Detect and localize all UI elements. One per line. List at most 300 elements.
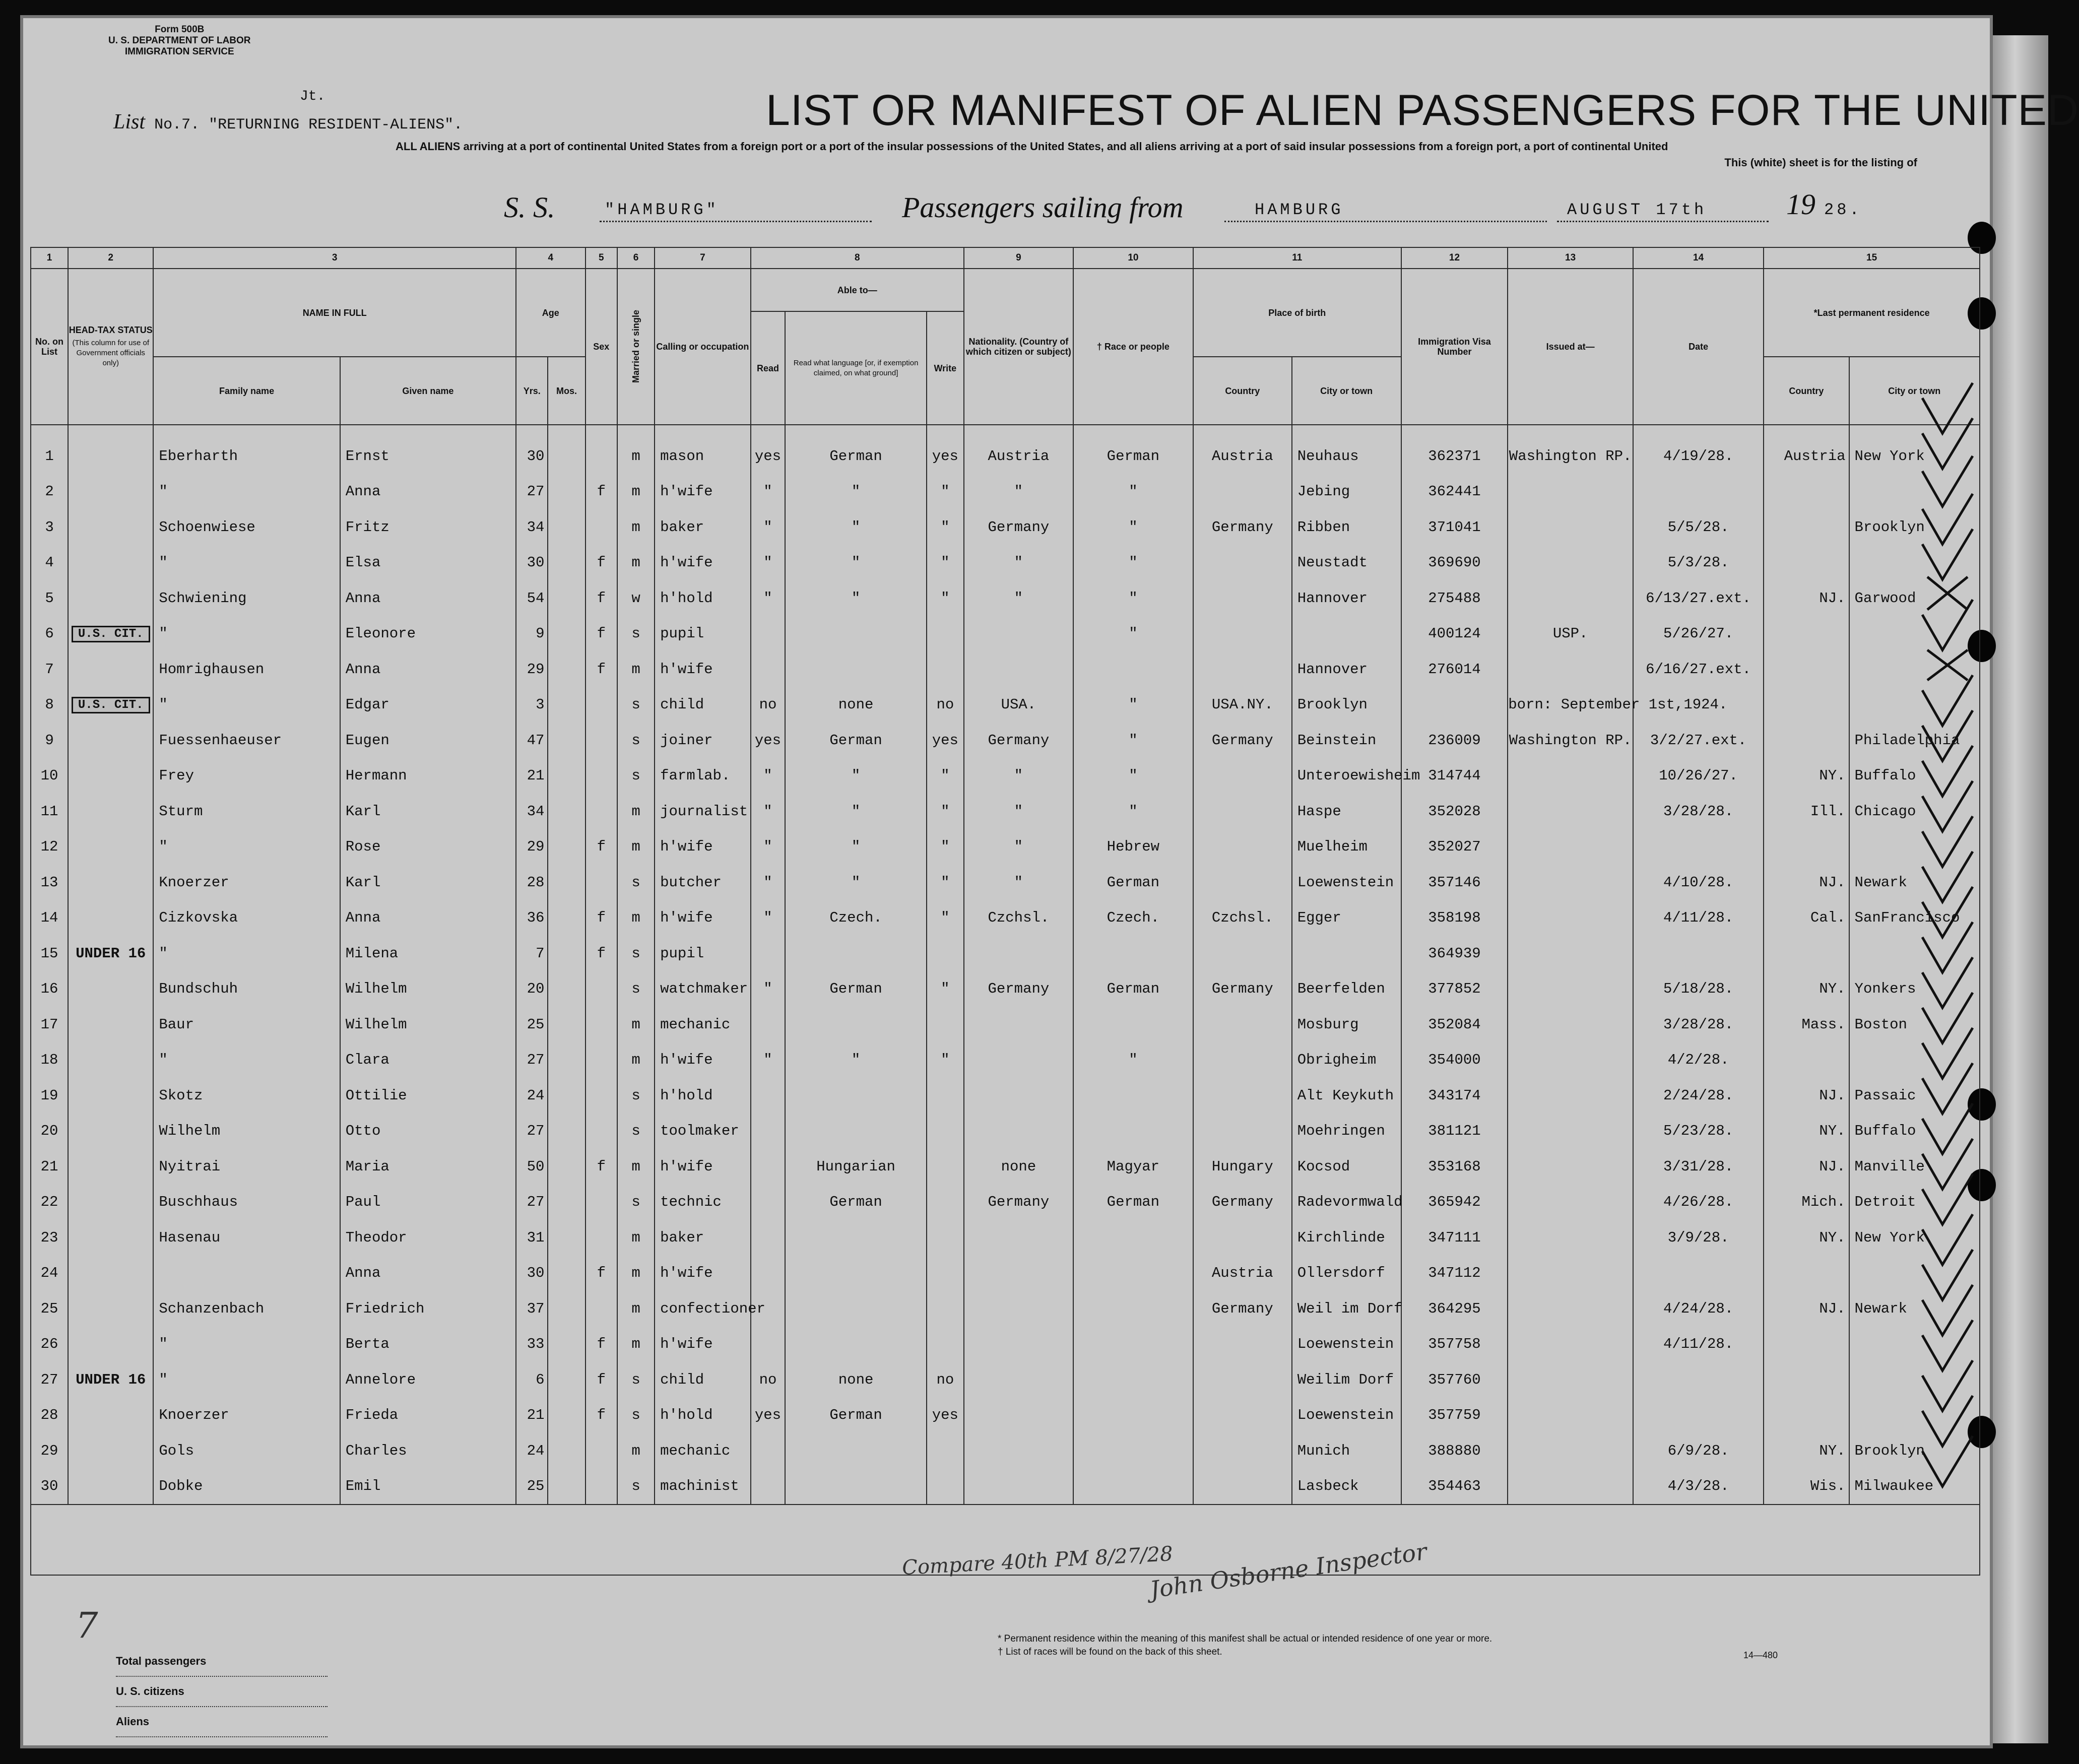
cell-sex (586, 1220, 617, 1256)
cell-bcity: Brooklyn (1292, 687, 1401, 723)
cell-tax (68, 865, 153, 900)
cell-write: no (927, 687, 964, 723)
cell-nat: " (964, 545, 1073, 581)
cell-visa: 357758 (1401, 1327, 1508, 1362)
cell-ms: m (617, 1327, 655, 1362)
ship-name-rule (600, 201, 872, 222)
table-row (31, 1185, 1980, 1220)
cell-bcountry: Germany (1193, 1291, 1292, 1327)
cell-write: " (927, 474, 964, 510)
table-row (31, 1469, 1980, 1505)
cell-occ: technic (655, 1185, 750, 1220)
ship-prefix: S. S. (504, 191, 555, 224)
cell-yrs: 37 (516, 1291, 548, 1327)
cell-bcity: Haspe (1292, 794, 1401, 829)
cell-ms: s (617, 936, 655, 971)
cell-family: Dobke (153, 1469, 340, 1505)
header-mos: Mos. (548, 357, 585, 425)
cell-date: 10/26/27. (1633, 758, 1764, 794)
cell-lang: " (785, 865, 926, 900)
header-read: Read (751, 311, 786, 425)
header-given-name: Given name (340, 357, 516, 425)
cell-visa: 357146 (1401, 865, 1508, 900)
cell-no: 15 (31, 936, 68, 971)
cell-read (751, 651, 786, 687)
cell-mos (548, 1327, 585, 1362)
cell-sex: f (586, 545, 617, 581)
cell-bcountry: Germany (1193, 971, 1292, 1007)
cell-visa: 354000 (1401, 1042, 1508, 1078)
cell-read: " (751, 900, 786, 936)
cell-no: 3 (31, 509, 68, 545)
cell-rcountry (1764, 474, 1849, 510)
cell-date: 3/9/28. (1633, 1220, 1764, 1256)
cell-race: " (1073, 687, 1193, 723)
cell-bcity: Radevormwald (1292, 1185, 1401, 1220)
cell-yrs: 25 (516, 1469, 548, 1505)
column-number-row (31, 247, 1980, 269)
cell-rcountry: Austria (1764, 425, 1849, 474)
cell-nat: " (964, 758, 1073, 794)
cell-issued (1508, 1291, 1633, 1327)
cell-write: " (927, 1042, 964, 1078)
sailing-port: HAMBURG (1255, 201, 1344, 219)
cell-ms: m (617, 509, 655, 545)
cell-rcountry: Cal. (1764, 900, 1849, 936)
cell-read: yes (751, 1398, 786, 1433)
cell-given: Wilhelm (340, 971, 516, 1007)
cell-sex: f (586, 616, 617, 652)
cell-mos (548, 616, 585, 652)
cell-sex (586, 1291, 617, 1327)
cell-bcountry (1193, 1007, 1292, 1042)
cell-no: 5 (31, 580, 68, 616)
cell-no: 7 (31, 651, 68, 687)
cell-bcountry (1193, 829, 1292, 865)
table-row (31, 794, 1980, 829)
cell-family: Gols (153, 1433, 340, 1469)
cell-ms: s (617, 687, 655, 723)
cell-lang (785, 1327, 926, 1362)
cell-ms: s (617, 1078, 655, 1114)
cell-sex (586, 1469, 617, 1505)
cell-bcity: Jebing (1292, 474, 1401, 510)
us-citizens-label: U. S. citizens (116, 1677, 328, 1707)
list-jt: Jt. (300, 89, 326, 104)
cell-ms: m (617, 1433, 655, 1469)
cell-mos (548, 1114, 585, 1149)
cell-issued (1508, 900, 1633, 936)
cell-yrs: 27 (516, 1185, 548, 1220)
cell-write: " (927, 794, 964, 829)
cell-nat (964, 1469, 1073, 1505)
header-write: Write (927, 311, 964, 425)
header-issued-at: Issued at— (1508, 269, 1633, 425)
cell-race: " (1073, 723, 1193, 758)
cell-family: Knoerzer (153, 1398, 340, 1433)
cell-issued (1508, 971, 1633, 1007)
cell-ms: w (617, 580, 655, 616)
cell-mos (548, 1185, 585, 1220)
cell-family: Baur (153, 1007, 340, 1042)
cell-issued (1508, 580, 1633, 616)
cell-sex (586, 687, 617, 723)
cell-issued (1508, 1185, 1633, 1220)
cell-sex: f (586, 1327, 617, 1362)
header-head-tax-title: HEAD-TAX STATUS (69, 325, 153, 335)
cell-rcity: Newark (1849, 1291, 1980, 1327)
cell-nat (964, 1078, 1073, 1114)
cell-write (927, 1256, 964, 1291)
table-row (31, 1291, 1980, 1327)
cell-no: 11 (31, 794, 68, 829)
cell-read: " (751, 580, 786, 616)
table-row (31, 1042, 1980, 1078)
header-place-of-birth: Place of birth (1193, 269, 1401, 357)
cell-mos (548, 545, 585, 581)
cell-occ: h'wife (655, 1042, 750, 1078)
cell-bcity: Loewenstein (1292, 1327, 1401, 1362)
cell-rcountry: NY. (1764, 758, 1849, 794)
cell-rcountry: NY. (1764, 1433, 1849, 1469)
head-tax-stamp: U.S. CIT. (72, 697, 150, 713)
cell-nat: Czchsl. (964, 900, 1073, 936)
cell-bcity (1292, 936, 1401, 971)
cell-issued: Washington RP. (1508, 723, 1633, 758)
cell-lang: Czech. (785, 900, 926, 936)
cell-ms: s (617, 616, 655, 652)
cell-given: Anna (340, 580, 516, 616)
cell-rcountry (1764, 651, 1849, 687)
cell-issued (1508, 1398, 1633, 1433)
form-identifier (108, 24, 251, 57)
column-number: 13 (1508, 247, 1633, 269)
cell-write: no (927, 1362, 964, 1398)
cell-lang: " (785, 545, 926, 581)
cell-write (927, 1185, 964, 1220)
cell-lang: German (785, 425, 926, 474)
cell-issued (1508, 545, 1633, 581)
cell-yrs: 47 (516, 723, 548, 758)
cell-read (751, 1078, 786, 1114)
cell-mos (548, 474, 585, 510)
cell-race: Czech. (1073, 900, 1193, 936)
cell-family: Homrighausen (153, 651, 340, 687)
cell-bcity: Loewenstein (1292, 1398, 1401, 1433)
cell-sex: f (586, 1256, 617, 1291)
cell-visa: 354463 (1401, 1469, 1508, 1505)
cell-yrs: 7 (516, 936, 548, 971)
cell-family: Eberharth (153, 425, 340, 474)
cell-race (1073, 1256, 1193, 1291)
cell-rcountry: NJ. (1764, 1149, 1849, 1185)
cell-bcountry (1193, 758, 1292, 794)
cell-date: 4/24/28. (1633, 1291, 1764, 1327)
header-sex: Sex (586, 269, 617, 425)
cell-tax (68, 900, 153, 936)
cell-mos (548, 758, 585, 794)
cell-rcountry: NJ. (1764, 580, 1849, 616)
cell-race (1073, 1007, 1193, 1042)
cell-visa: 365942 (1401, 1185, 1508, 1220)
cell-tax (68, 1042, 153, 1078)
cell-given: Eleonore (340, 616, 516, 652)
cell-read (751, 1149, 786, 1185)
cell-rcountry (1764, 687, 1849, 723)
cell-issued: Washington RP. (1508, 425, 1633, 474)
cell-no: 12 (31, 829, 68, 865)
cell-sex: f (586, 651, 617, 687)
cell-bcountry (1193, 1362, 1292, 1398)
sailing-port-rule (1224, 201, 1547, 222)
cell-mos (548, 1469, 585, 1505)
cell-tax (68, 1114, 153, 1149)
cell-tax (68, 651, 153, 687)
cell-date: 4/19/28. (1633, 425, 1764, 474)
cell-yrs: 24 (516, 1078, 548, 1114)
cell-occ: h'hold (655, 1078, 750, 1114)
cell-rcountry (1764, 1327, 1849, 1362)
cell-bcity: Kirchlinde (1292, 1220, 1401, 1256)
cell-bcountry (1193, 1398, 1292, 1433)
cell-visa: 364939 (1401, 936, 1508, 971)
header-married (617, 269, 655, 425)
cell-yrs: 34 (516, 794, 548, 829)
cell-lang (785, 1007, 926, 1042)
sailing-date: AUGUST 17th (1567, 201, 1707, 219)
cell-issued (1508, 1114, 1633, 1149)
cell-yrs: 24 (516, 1433, 548, 1469)
cell-date (1633, 474, 1764, 510)
cell-race: " (1073, 545, 1193, 581)
table-row (31, 900, 1980, 936)
cell-bcountry (1193, 580, 1292, 616)
cell-tax (68, 1185, 153, 1220)
cell-rcountry (1764, 1256, 1849, 1291)
cell-race (1073, 1220, 1193, 1256)
cell-lang: German (785, 1185, 926, 1220)
header-nationality: Nationality. (Country of which citizen or subject) (964, 269, 1073, 425)
cell-family: Sturm (153, 794, 340, 829)
intro-line-2: This (white) sheet is for the listing of (1724, 156, 1917, 169)
cell-given: Anna (340, 900, 516, 936)
head-tax-stamp: U.S. CIT. (72, 626, 150, 642)
column-number: 14 (1633, 247, 1764, 269)
cell-race (1073, 1327, 1193, 1362)
cell-write: " (927, 829, 964, 865)
cell-race (1073, 1362, 1193, 1398)
cell-ms: m (617, 1291, 655, 1327)
cell-date: 4/11/28. (1633, 900, 1764, 936)
cell-no: 13 (31, 865, 68, 900)
cell-visa: 377852 (1401, 971, 1508, 1007)
cell-date (1633, 1362, 1764, 1398)
cell-race: " (1073, 1042, 1193, 1078)
cell-ms: m (617, 1149, 655, 1185)
cell-lang (785, 1256, 926, 1291)
cell-mos (548, 1398, 585, 1433)
cell-yrs: 21 (516, 1398, 548, 1433)
cell-issued: born: September 1st,1924. (1508, 687, 1633, 723)
total-passengers-label: Total passengers (116, 1647, 328, 1677)
cell-rcity: Buffalo (1849, 758, 1980, 794)
cell-race: German (1073, 971, 1193, 1007)
cell-ms: s (617, 971, 655, 1007)
table-row (31, 1433, 1980, 1469)
cell-yrs: 27 (516, 1114, 548, 1149)
cell-nat (964, 651, 1073, 687)
cell-yrs: 54 (516, 580, 548, 616)
cell-mos (548, 829, 585, 865)
cell-nat (964, 1042, 1073, 1078)
cell-read: " (751, 758, 786, 794)
header-last-residence: *Last permanent residence (1764, 269, 1980, 357)
totals-block (116, 1647, 328, 1737)
cell-visa: 276014 (1401, 651, 1508, 687)
column-number: 9 (964, 247, 1073, 269)
list-value: No.7. "RETURNING RESIDENT-ALIENS". (154, 116, 463, 134)
cell-issued (1508, 651, 1633, 687)
cell-issued (1508, 758, 1633, 794)
cell-mos (548, 1362, 585, 1398)
cell-rcountry (1764, 723, 1849, 758)
cell-lang (785, 1469, 926, 1505)
cell-no: 16 (31, 971, 68, 1007)
intro-line-1: ALL ALIENS arriving at a port of continental United States from a foreign port or a port of the insular possessions of the United States, and all aliens arriving at a port of said insular possessions from a foreign port, a port of continental United (396, 140, 1668, 153)
header-married-text: Married or single (631, 310, 641, 383)
cell-sex (586, 1007, 617, 1042)
cell-no: 9 (31, 723, 68, 758)
cell-yrs: 29 (516, 829, 548, 865)
header-row-1 (31, 269, 1980, 311)
cell-family: " (153, 829, 340, 865)
cell-rcountry: NJ. (1764, 865, 1849, 900)
cell-occ: butcher (655, 865, 750, 900)
cell-bcountry (1193, 1078, 1292, 1114)
cell-no: 2 (31, 474, 68, 510)
cell-tax (68, 1149, 153, 1185)
cell-ms: s (617, 1185, 655, 1220)
cell-given: Berta (340, 1327, 516, 1362)
cell-write (927, 1327, 964, 1362)
cell-race: " (1073, 616, 1193, 652)
cell-bcity: Neustadt (1292, 545, 1401, 581)
cell-rcountry (1764, 936, 1849, 971)
cell-tax (68, 687, 153, 723)
cell-family: " (153, 474, 340, 510)
cell-bcity: Unteroewisheim (1292, 758, 1401, 794)
cell-nat (964, 1291, 1073, 1327)
cell-rcity: Milwaukee (1849, 1469, 1980, 1505)
cell-family (153, 1256, 340, 1291)
cell-rcountry: NY. (1764, 1220, 1849, 1256)
cell-nat (964, 1362, 1073, 1398)
cell-tax (68, 794, 153, 829)
cell-given: Hermann (340, 758, 516, 794)
cell-yrs: 34 (516, 509, 548, 545)
cell-rcountry: NJ. (1764, 1291, 1849, 1327)
cell-tax (68, 425, 153, 474)
year-prefix: 19 (1786, 188, 1815, 221)
cell-nat: Austria (964, 425, 1073, 474)
cell-read: no (751, 1362, 786, 1398)
cell-bcountry (1193, 1433, 1292, 1469)
cell-mos (548, 900, 585, 936)
cell-ms: m (617, 900, 655, 936)
cell-ms: s (617, 758, 655, 794)
cell-bcountry (1193, 1327, 1292, 1362)
form-number: Form 500B (155, 24, 205, 35)
cell-rcity: Chicago (1849, 794, 1980, 829)
cell-write (927, 1291, 964, 1327)
cell-lang: " (785, 474, 926, 510)
column-number: 11 (1193, 247, 1401, 269)
cell-bcity: Alt Keykuth (1292, 1078, 1401, 1114)
cell-occ: pupil (655, 616, 750, 652)
cell-nat: " (964, 794, 1073, 829)
cell-rcity: Brooklyn (1849, 509, 1980, 545)
cell-write (927, 1433, 964, 1469)
cell-given: Eugen (340, 723, 516, 758)
cell-ms: m (617, 1042, 655, 1078)
cell-given: Rose (340, 829, 516, 865)
footnote-residence: * Permanent residence within the meaning of this manifest shall be actual or intended residence of one year or more. (998, 1634, 1492, 1644)
footnote-races: † List of races will be found on the back of this sheet. (998, 1647, 1222, 1657)
cell-occ: confectioner (655, 1291, 750, 1327)
cell-race: German (1073, 425, 1193, 474)
cell-read: " (751, 971, 786, 1007)
passenger-rows (31, 425, 1980, 1505)
cell-rcity: Manville (1849, 1149, 1980, 1185)
cell-visa: 343174 (1401, 1078, 1508, 1114)
cell-mos (548, 580, 585, 616)
cell-mos (548, 1291, 585, 1327)
footnotes (998, 1632, 1492, 1659)
cell-rcity: Boston (1849, 1007, 1980, 1042)
cell-given: Ernst (340, 425, 516, 474)
cell-visa: 314744 (1401, 758, 1508, 794)
cell-date: 5/26/27. (1633, 616, 1764, 652)
cell-nat (964, 1256, 1073, 1291)
column-number: 10 (1073, 247, 1193, 269)
cell-mos (548, 1149, 585, 1185)
cell-date: 4/11/28. (1633, 1327, 1764, 1362)
cell-given: Anna (340, 651, 516, 687)
cell-bcity: Beinstein (1292, 723, 1401, 758)
cell-family: Wilhelm (153, 1114, 340, 1149)
cell-visa: 381121 (1401, 1114, 1508, 1149)
cell-given: Paul (340, 1185, 516, 1220)
cell-write: " (927, 545, 964, 581)
cell-family: Fuessenhaeuser (153, 723, 340, 758)
cell-issued (1508, 1362, 1633, 1398)
cell-yrs: 27 (516, 1042, 548, 1078)
cell-mos (548, 1078, 585, 1114)
cell-bcountry (1193, 545, 1292, 581)
cell-issued (1508, 794, 1633, 829)
cell-given: Theodor (340, 1220, 516, 1256)
cell-lang: Hungarian (785, 1149, 926, 1185)
cell-rcity: Garwood (1849, 580, 1980, 616)
cell-race (1073, 1398, 1193, 1433)
cell-rcountry: Mass. (1764, 1007, 1849, 1042)
cell-no: 4 (31, 545, 68, 581)
cell-bcountry (1193, 616, 1292, 652)
cell-write: " (927, 900, 964, 936)
cell-sex (586, 723, 617, 758)
cell-family: " (153, 616, 340, 652)
header-able-to: Able to— (751, 269, 964, 311)
